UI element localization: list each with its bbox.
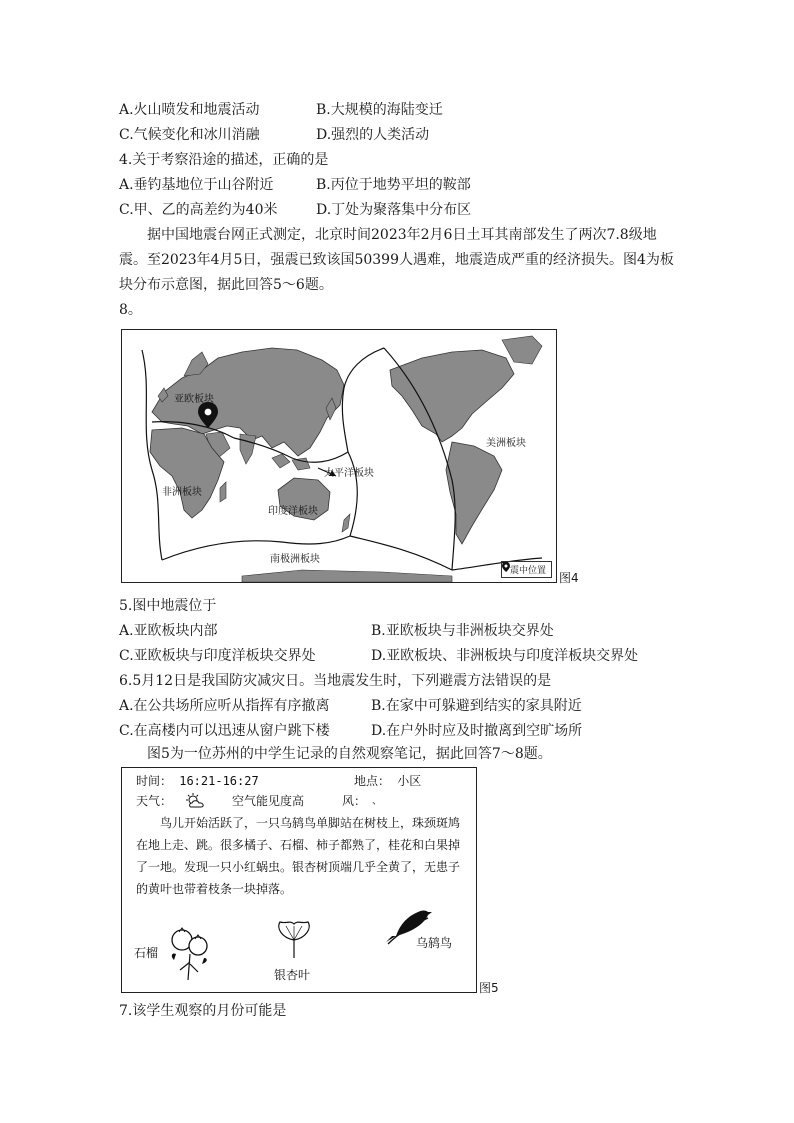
q5-option-c: C.亚欧板块与印度洋板块交界处	[119, 648, 316, 664]
wind-mark-icon: 、	[372, 796, 382, 807]
north-america-land	[390, 350, 514, 442]
figure-4-label: 图4	[559, 571, 579, 585]
notes-place: 地点： 小区	[354, 774, 422, 788]
q5-option-d: D.亚欧板块、非洲板块与印度洋板块交界处	[371, 648, 639, 664]
intro-5-6: 据中国地震台网正式测定，北京时间2023年2月6日土耳其南部发生了两次7.8级地震。至2023年4月5日，强震已致该国50399人遇难，地震造成严重的经济损失。图4为板块分布示意图，据此回答5～6题。	[119, 227, 674, 293]
q3-option-d: D.强烈的人类活动	[316, 127, 430, 143]
q6-option-b: B.在家中可躲避到结实的家具附近	[371, 698, 582, 714]
label-african-plate: 非洲板块	[162, 487, 202, 498]
notes-wind-label: 风：	[342, 794, 367, 808]
q3-option-a: A.火山喷发和地震活动	[119, 102, 260, 118]
map-legend	[501, 561, 552, 578]
intro-7-8: 图5为一位苏州的中学生记录的自然观察笔记，据此回答7～8题。	[147, 746, 552, 762]
q4-option-c: C.甲、乙的高差约为40米	[119, 202, 278, 218]
q4-option-d: D.丁处为聚落集中分布区	[316, 202, 472, 218]
india-land	[240, 434, 256, 464]
plate-map-svg	[122, 330, 556, 582]
figure-5-label: 图5	[479, 981, 499, 995]
q3-option-b: B.大规模的海陆变迁	[316, 102, 443, 118]
pomegranate-drawing-icon	[166, 920, 212, 986]
greenland-land	[502, 336, 542, 364]
label-indian-plate: 印度洋板块	[268, 506, 318, 517]
blackbird-caption: 乌鸫鸟	[416, 936, 453, 950]
label-eurasian-plate: 亚欧板块	[174, 394, 214, 405]
new-zealand-land	[342, 514, 350, 532]
notes-time: 时间： 16:21-16:27	[136, 774, 259, 788]
q6-option-a: A.在公共场所应听从指挥有序撤离	[119, 698, 330, 714]
madagascar-land	[220, 482, 226, 502]
notes-weather-label: 天气：	[136, 794, 173, 808]
q5-option-b: B.亚欧板块与非洲板块交界处	[371, 623, 554, 639]
boundary-west-pacific	[342, 348, 384, 452]
q4-option-b: B.丙位于地势平坦的鞍部	[316, 177, 471, 193]
q4-stem: 4.关于考察沿途的描述，正确的是	[119, 152, 329, 168]
q5-option-a: A.亚欧板块内部	[119, 623, 218, 639]
notes-body: 鸟儿开始活跃了，一只乌鸫鸟单脚站在树枝上，珠颈斑鸠在地上走、跳。很多橘子、石榴、柿子都熟了，桂花和白果掉了一地。发现一只小红蜗虫。银杏树顶端几乎全黄了，无患子的黄叶也带着枝条一块掉落。	[136, 816, 461, 896]
notes-visibility: 空气能见度高	[232, 794, 305, 808]
boundary-indian-antarctic	[162, 536, 350, 560]
q7-stem: 7.该学生观察的月份可能是	[119, 1003, 287, 1019]
ginkgo-leaf-drawing-icon	[274, 918, 314, 964]
boundary-pacific-antarctic	[350, 536, 452, 570]
q6-option-d: D.在户外时应及时撤离到空旷场所	[371, 723, 583, 739]
antarctica-land	[242, 570, 452, 582]
q6-stem: 6.5月12日是我国防灾减灾日。当地震发生时，下列避震方法错误的是	[119, 673, 552, 689]
label-pacific-plate: 太平洋板块	[324, 468, 374, 479]
map-legend-label: 震中位置	[509, 566, 546, 576]
pomegranate-caption: 石榴	[134, 946, 159, 960]
q5-stem: 5.图中地震位于	[119, 598, 217, 614]
plate-map-figure	[121, 329, 557, 583]
nature-notes-figure	[121, 767, 477, 993]
label-american-plate: 美洲板块	[486, 438, 526, 449]
partly-cloudy-icon	[186, 793, 208, 813]
q6-option-c: C.在高楼内可以迅速从窗户跳下楼	[119, 723, 330, 739]
label-antarctic-plate: 南极洲板块	[270, 554, 320, 565]
ginkgo-caption: 银杏叶	[274, 968, 311, 982]
q4-option-a: A.垂钓基地位于山谷附近	[119, 177, 274, 193]
stray-line: 8。	[119, 302, 142, 318]
q3-option-c: C.气候变化和冰川消融	[119, 127, 260, 143]
